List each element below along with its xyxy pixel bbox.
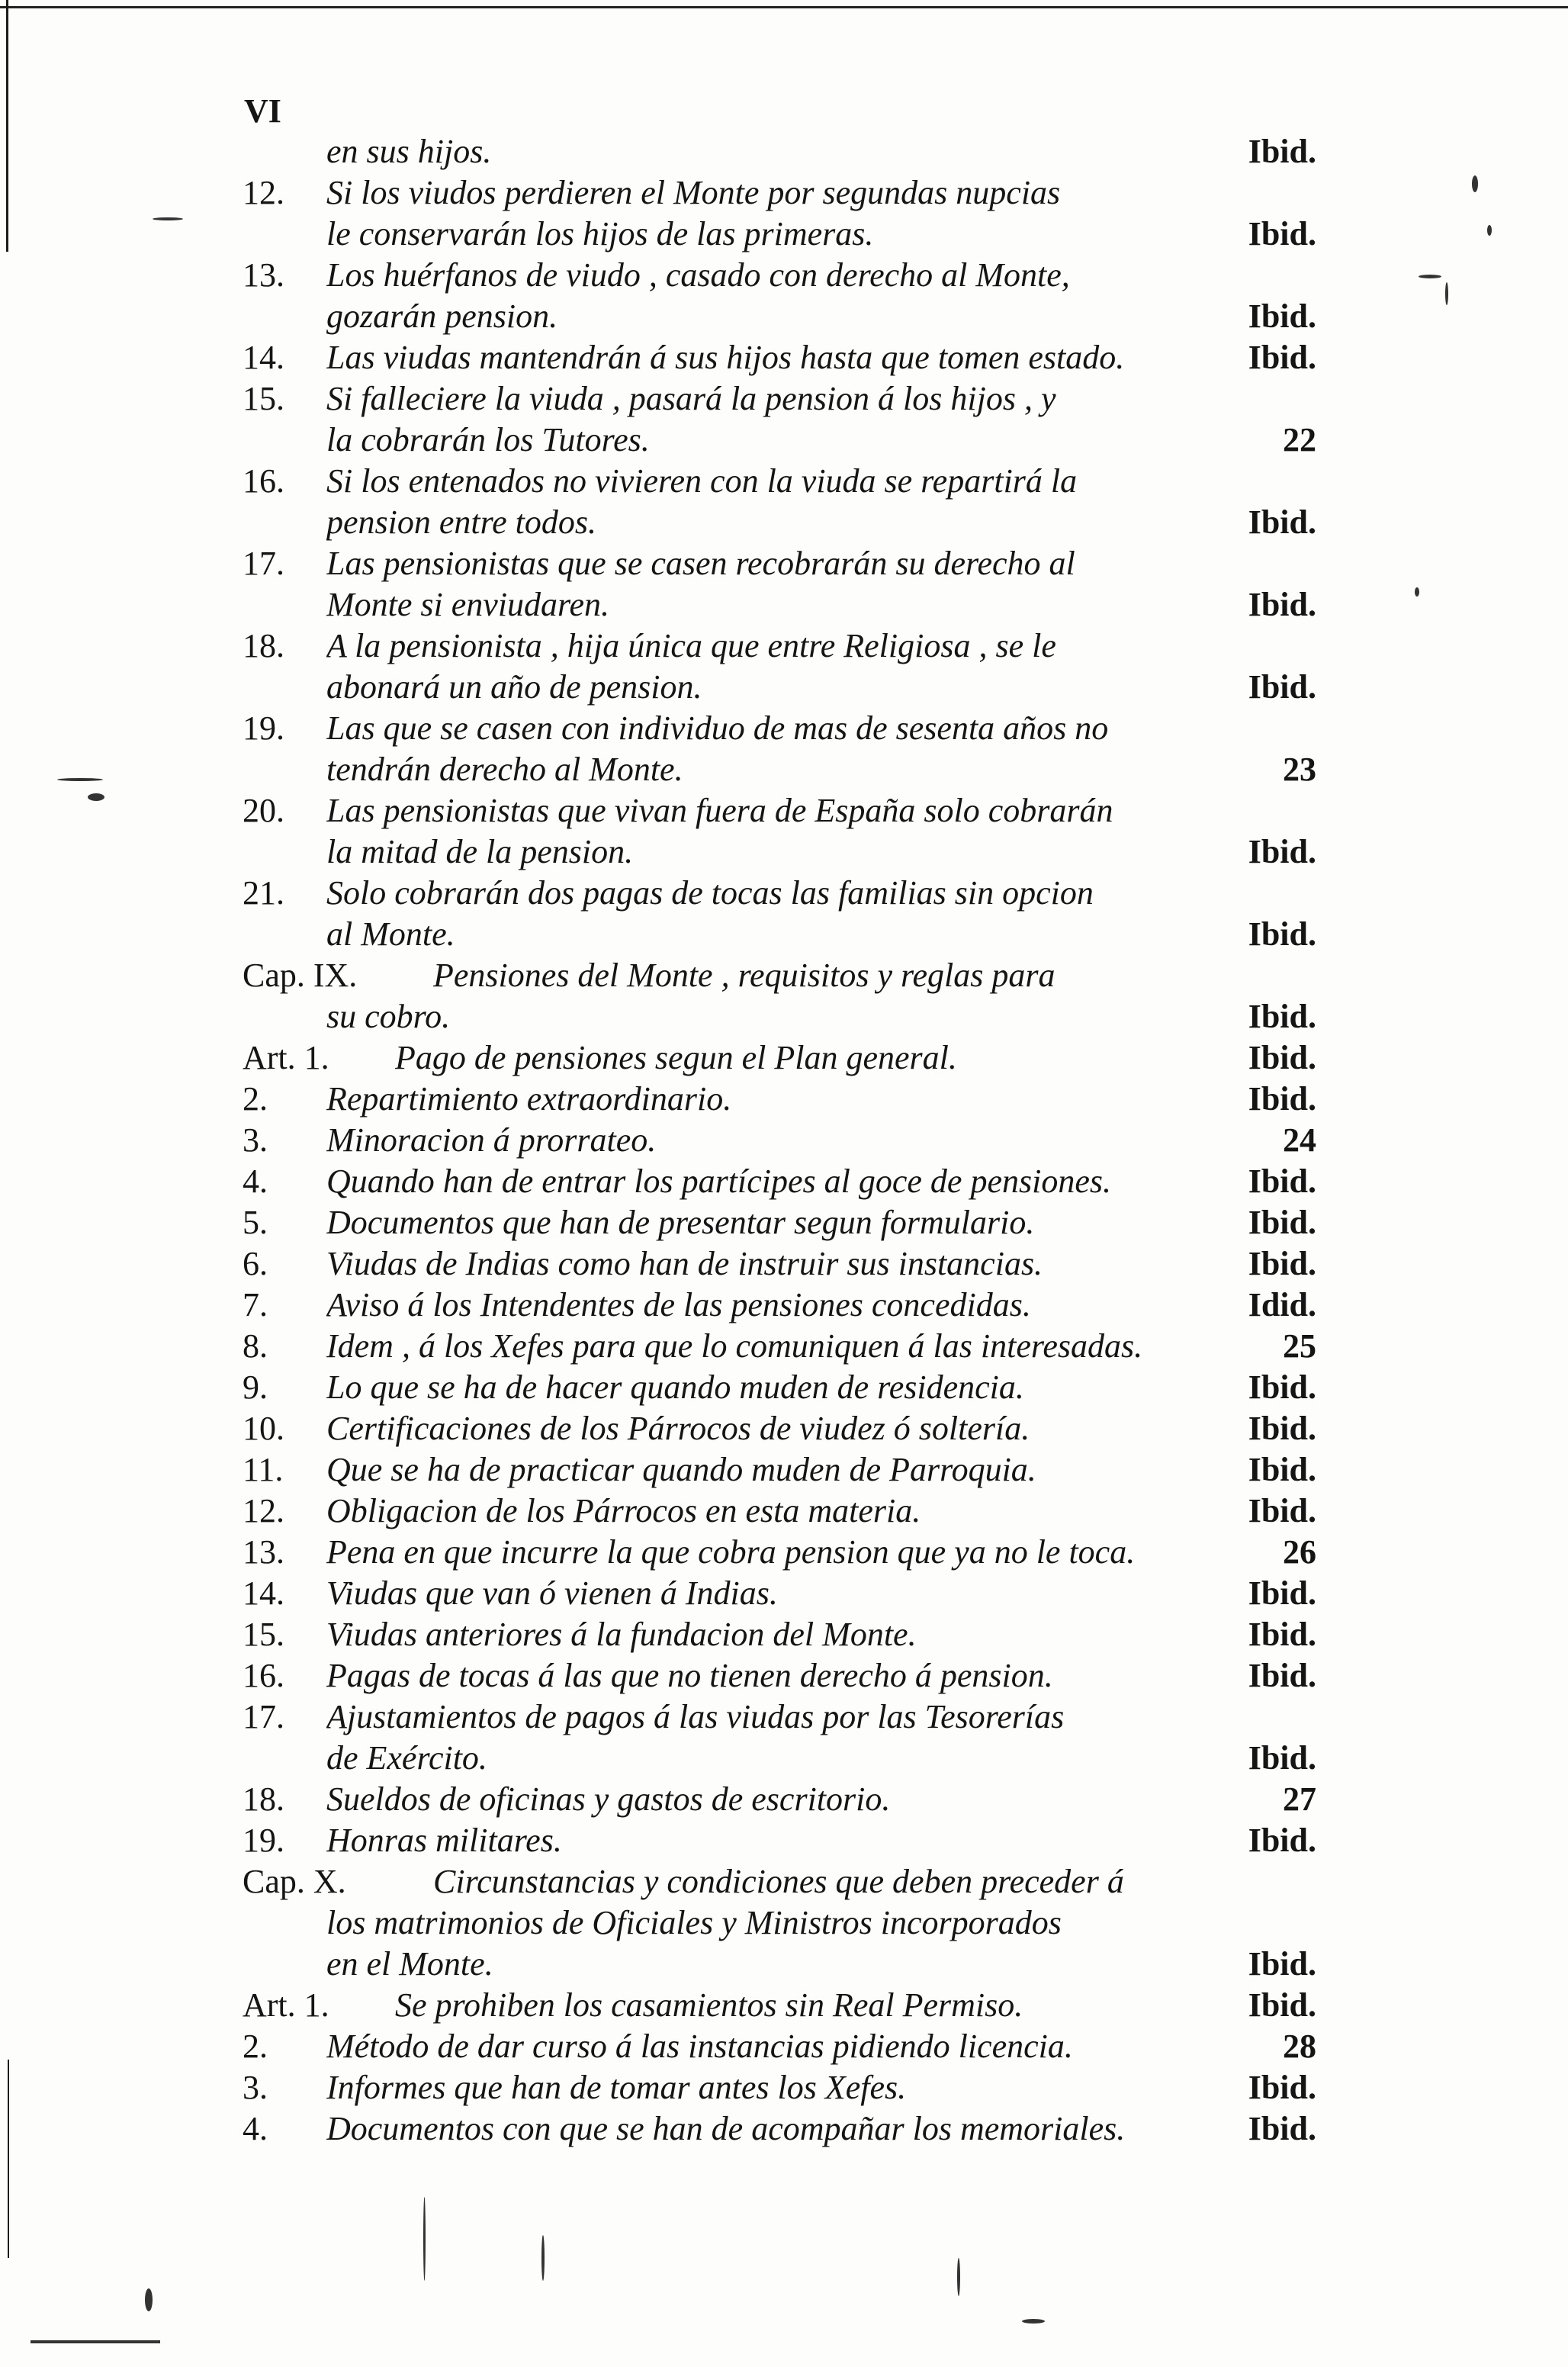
toc-entry <box>243 1243 1316 1285</box>
entry-text: Honras militares. <box>326 1822 562 1859</box>
entry-text: Pena en que incurre la que cobra pension que ya no le toca. <box>326 1533 1136 1571</box>
entry-text: le conservarán los hijos de las primeras. <box>326 215 874 252</box>
entry-number: 3. <box>243 2069 268 2106</box>
entry-number: 15. <box>243 380 284 417</box>
toc-entry <box>243 461 1316 502</box>
entry-text: Repartimiento extraordinario. <box>326 1080 732 1118</box>
toc-entry <box>243 172 1316 214</box>
entry-number: 7. <box>243 1286 268 1323</box>
toc-entry <box>243 626 1316 667</box>
page-top-border <box>0 6 1568 8</box>
toc-entry <box>243 831 1316 873</box>
entry-number: 10. <box>243 1410 284 1447</box>
toc-entry <box>243 667 1316 708</box>
entry-number: 4. <box>243 2110 268 2147</box>
page-edge-mark <box>8 2060 9 2258</box>
entry-page: Ibid. <box>1248 1492 1316 1529</box>
toc-entry <box>243 337 1316 378</box>
entry-number: Art. 1. <box>243 1039 329 1076</box>
toc-entry <box>243 914 1316 955</box>
toc-entry <box>243 214 1316 255</box>
entry-text: Lo que se ha de hacer quando muden de residencia. <box>326 1368 1024 1406</box>
toc-entry <box>243 1367 1316 1408</box>
entry-number: 13. <box>243 1533 284 1571</box>
entry-page: Ibid. <box>1248 833 1316 870</box>
entry-text: en el Monte. <box>326 1945 493 1983</box>
entry-text: Viudas de Indias como han de instruir sus instancias. <box>326 1245 1043 1282</box>
entry-text: Obligacion de los Párrocos en esta materia. <box>326 1492 921 1529</box>
toc-entry <box>243 1079 1316 1120</box>
entry-number: 16. <box>243 462 284 500</box>
toc-entry <box>243 1573 1316 1614</box>
toc-entry <box>243 2026 1316 2067</box>
entry-text: Si los viudos perdieren el Monte por segundas nupcias <box>326 174 1061 211</box>
toc-entry <box>243 1202 1316 1243</box>
entry-page: Ibid. <box>1248 1986 1316 2024</box>
entry-text: Las pensionistas que se casen recobrarán su derecho al <box>326 545 1075 582</box>
entry-text: de Exército. <box>326 1739 487 1777</box>
toc-entry <box>243 1161 1316 1202</box>
entry-number: 5. <box>243 1204 268 1241</box>
toc-entry <box>243 2108 1316 2150</box>
toc-entry <box>243 790 1316 831</box>
toc-entry <box>243 1779 1316 1820</box>
toc-entry <box>243 955 1316 996</box>
entry-page: 22 <box>1283 421 1316 458</box>
entry-page: 27 <box>1283 1780 1316 1818</box>
entry-text: A la pensionista , hija única que entre Religiosa , se le <box>326 627 1056 664</box>
entry-text: Sueldos de oficinas y gastos de escritorio. <box>326 1780 891 1818</box>
entry-page: Ibid. <box>1248 2069 1316 2106</box>
toc-entry <box>243 1491 1316 1532</box>
entry-number: 3. <box>243 1121 268 1159</box>
entry-text: Las viudas mantendrán á sus hijos hasta que tomen estado. <box>326 339 1125 376</box>
entry-text: Quando han de entrar los partícipes al goce de pensiones. <box>326 1163 1111 1200</box>
toc-entry <box>243 1532 1316 1573</box>
entry-page: Ibid. <box>1248 1039 1316 1076</box>
entry-page: Ibid. <box>1248 1945 1316 1983</box>
entry-text: Viudas que van ó vienen á Indias. <box>326 1574 778 1612</box>
entry-text: Se prohiben los casamientos sin Real Permiso. <box>395 1986 1023 2024</box>
entry-page: Ibid. <box>1248 1080 1316 1118</box>
entry-number: 17. <box>243 545 284 582</box>
entry-text: su cobro. <box>326 998 451 1035</box>
entry-text: Método de dar curso á las instancias pidiendo licencia. <box>326 2028 1073 2065</box>
toc-entry <box>243 1120 1316 1161</box>
entry-number: 17. <box>243 1698 284 1735</box>
entry-page: Ibid. <box>1248 1657 1316 1694</box>
entry-text: Documentos con que se han de acompañar los memoriales. <box>326 2110 1126 2147</box>
toc-entry <box>243 378 1316 420</box>
entry-text: Las que se casen con individuo de mas de sesenta años no <box>326 709 1109 747</box>
toc-entry <box>243 1037 1316 1079</box>
entry-number: 18. <box>243 627 284 664</box>
entry-number: 18. <box>243 1780 284 1818</box>
entry-number: 12. <box>243 1492 284 1529</box>
entry-page: Ibid. <box>1248 1245 1316 1282</box>
toc-entry <box>243 502 1316 543</box>
entry-number: Cap. IX. <box>243 957 358 994</box>
entry-page: Ibid. <box>1248 915 1316 953</box>
toc-entry <box>243 1449 1316 1491</box>
entry-page: Ibid. <box>1248 133 1316 170</box>
entry-text: la mitad de la pension. <box>326 833 634 870</box>
toc-entry <box>243 255 1316 296</box>
entry-number: 2. <box>243 1080 268 1118</box>
toc-entry <box>243 1285 1316 1326</box>
bottom-rule <box>31 2340 160 2343</box>
entry-page: Ibid. <box>1248 1410 1316 1447</box>
toc-entry <box>243 543 1316 584</box>
entry-number: 21. <box>243 874 284 912</box>
entry-text: los matrimonios de Oficiales y Ministros incorporados <box>326 1904 1062 1941</box>
toc-entry <box>243 873 1316 914</box>
entry-text: Monte si enviudaren. <box>326 586 610 623</box>
entry-text: gozarán pension. <box>326 297 558 335</box>
toc-entry <box>243 708 1316 749</box>
entry-text: Informes que han de tomar antes los Xefes. <box>326 2069 907 2106</box>
page-number: VI <box>244 92 281 130</box>
entry-page: 23 <box>1283 751 1316 788</box>
entry-page: Ibid. <box>1248 586 1316 623</box>
toc-entry <box>243 1655 1316 1696</box>
toc-entry <box>243 1614 1316 1655</box>
entry-number: 16. <box>243 1657 284 1694</box>
entry-page: Idid. <box>1248 1286 1316 1323</box>
entry-text: Solo cobrarán dos pagas de tocas las familias sin opcion <box>326 874 1094 912</box>
toc-entry <box>243 1738 1316 1779</box>
toc-entry <box>243 1408 1316 1449</box>
entry-number: 2. <box>243 2028 268 2065</box>
toc-entry <box>243 1861 1316 1902</box>
entry-number: 19. <box>243 1822 284 1859</box>
entry-text: Aviso á los Intendentes de las pensiones concedidas. <box>326 1286 1031 1323</box>
table-of-contents <box>243 131 1316 2150</box>
entry-text: Idem , á los Xefes para que lo comuniquen á las interesadas. <box>326 1327 1143 1365</box>
entry-text: pension entre todos. <box>326 503 596 541</box>
entry-number: 13. <box>243 256 284 294</box>
entry-text: abonará un año de pension. <box>326 668 702 706</box>
entry-page: 26 <box>1283 1533 1316 1571</box>
toc-entry <box>243 1696 1316 1738</box>
entry-page: Ibid. <box>1248 998 1316 1035</box>
entry-page: Ibid. <box>1248 1204 1316 1241</box>
entry-text: Si los entenados no vivieren con la viuda se repartirá la <box>326 462 1078 500</box>
entry-text: tendrán derecho al Monte. <box>326 751 683 788</box>
entry-page: Ibid. <box>1248 1368 1316 1406</box>
toc-entry <box>243 749 1316 790</box>
entry-text: Si falleciere la viuda , pasará la pension á los hijos , y <box>326 380 1056 417</box>
toc-entry <box>243 2067 1316 2108</box>
entry-number: 9. <box>243 1368 268 1406</box>
entry-text: Pensiones del Monte , requisitos y reglas para <box>433 957 1056 994</box>
entry-text: Circunstancias y condiciones que deben preceder á <box>433 1863 1124 1900</box>
entry-text: Minoracion á prorrateo. <box>326 1121 657 1159</box>
entry-page: Ibid. <box>1248 503 1316 541</box>
entry-number: 14. <box>243 339 284 376</box>
entry-text: Las pensionistas que vivan fuera de España solo cobrarán <box>326 792 1113 829</box>
entry-number: Art. 1. <box>243 1986 329 2024</box>
entry-page: Ibid. <box>1248 297 1316 335</box>
toc-entry <box>243 1326 1316 1367</box>
entry-number: 19. <box>243 709 284 747</box>
entry-text: Que se ha de practicar quando muden de Parroquia. <box>326 1451 1036 1488</box>
entry-page: Ibid. <box>1248 215 1316 252</box>
entry-text: al Monte. <box>326 915 455 953</box>
entry-number: 12. <box>243 174 284 211</box>
page-edge-mark <box>6 0 8 252</box>
entry-text: la cobrarán los Tutores. <box>326 421 650 458</box>
toc-entry <box>243 1820 1316 1861</box>
toc-entry <box>243 1985 1316 2026</box>
entry-page: Ibid. <box>1248 339 1316 376</box>
entry-number: 14. <box>243 1574 284 1612</box>
entry-page: Ibid. <box>1248 1739 1316 1777</box>
toc-entry <box>243 584 1316 626</box>
entry-number: 15. <box>243 1616 284 1653</box>
entry-text: Viudas anteriores á la fundacion del Monte. <box>326 1616 917 1653</box>
entry-text: Los huérfanos de viudo , casado con derecho al Monte, <box>326 256 1070 294</box>
entry-text: Pagas de tocas á las que no tienen derecho á pension. <box>326 1657 1053 1694</box>
entry-page: Ibid. <box>1248 1451 1316 1488</box>
toc-entry <box>243 296 1316 337</box>
entry-page: 28 <box>1283 2028 1316 2065</box>
entry-page: Ibid. <box>1248 1163 1316 1200</box>
entry-text: Pago de pensiones segun el Plan general. <box>395 1039 957 1076</box>
entry-page: 25 <box>1283 1327 1316 1365</box>
toc-entry <box>243 1902 1316 1944</box>
toc-entry <box>243 131 1316 172</box>
entry-number: Cap. X. <box>243 1863 346 1900</box>
entry-number: 4. <box>243 1163 268 1200</box>
entry-number: 20. <box>243 792 284 829</box>
entry-page: Ibid. <box>1248 2110 1316 2147</box>
entry-text: Documentos que han de presentar segun formulario. <box>326 1204 1035 1241</box>
entry-text: Certificaciones de los Párrocos de viudez ó soltería. <box>326 1410 1030 1447</box>
entry-page: Ibid. <box>1248 1616 1316 1653</box>
entry-page: 24 <box>1283 1121 1316 1159</box>
entry-page: Ibid. <box>1248 668 1316 706</box>
toc-entry <box>243 420 1316 461</box>
entry-number: 6. <box>243 1245 268 1282</box>
entry-page: Ibid. <box>1248 1822 1316 1859</box>
entry-number: 11. <box>243 1451 284 1488</box>
toc-entry <box>243 996 1316 1037</box>
entry-text: Ajustamientos de pagos á las viudas por las Tesorerías <box>326 1698 1065 1735</box>
entry-text: en sus hijos. <box>326 133 492 170</box>
entry-page: Ibid. <box>1248 1574 1316 1612</box>
toc-entry <box>243 1944 1316 1985</box>
entry-number: 8. <box>243 1327 268 1365</box>
